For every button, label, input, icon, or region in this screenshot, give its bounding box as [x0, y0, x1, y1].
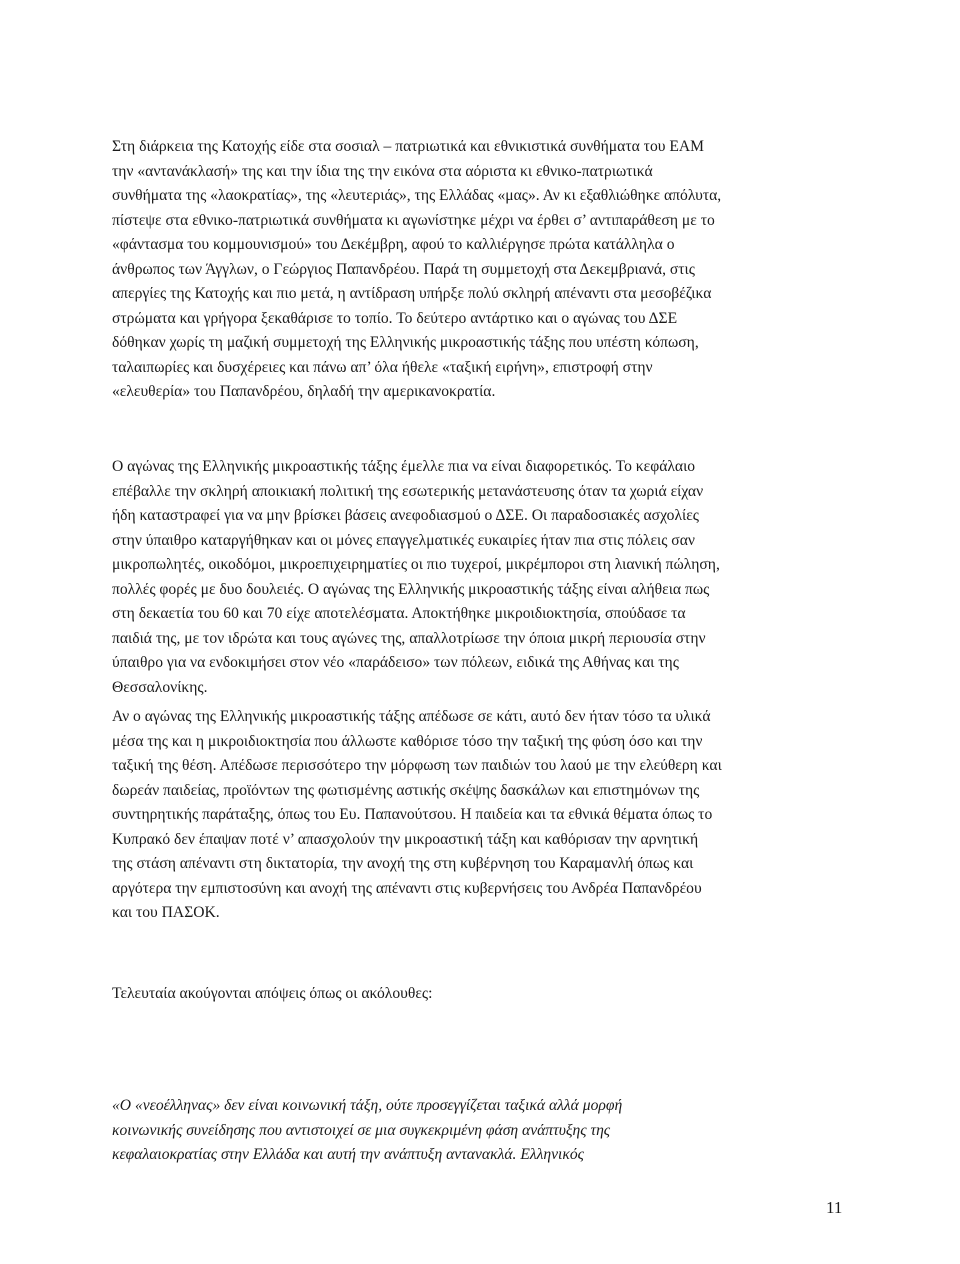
text-line: κεφαλαιοκρατίας στην Ελλάδα και αυτή την ανάπτυξη αντανακλά. Ελληνικός	[112, 1146, 584, 1163]
text-line: Αν ο αγώνας της Ελληνικής μικροαστικής τάξης απέδωσε σε κάτι, αυτό δεν ήταν τόσο τα υλικά	[112, 708, 711, 725]
text-line: «Ο «νεοέλληνας» δεν είναι κοινωνική τάξη, ούτε προσεγγίζεται ταξικά αλλά μορφή	[112, 1097, 623, 1114]
text-line: πίστεψε στα εθνικο-πατριωτικά συνθήματα κι αγωνίστηκε μέχρι να έρθει σ’ αντιπαράθεση με το	[112, 211, 715, 229]
text-line: στρώματα και γρήγορα ξεκαθάρισε το τοπίο. Το δεύτερο αντάρτικο και ο αγώνας του ΔΣΕ	[112, 309, 678, 327]
text-line: ύπαιθρο για να ενδοκιμήσει στον νέο «παράδεισο» των πόλεων, ειδικά της Αθήνας και της	[112, 654, 679, 671]
paragraph-occupation	[112, 135, 824, 405]
text-line: της στάση απέναντι στη δικτατορία, την ανοχή της στη κυβέρνηση του Καραμανλή όπως και	[112, 855, 694, 872]
text-line: στην ύπαιθρο καταργήθηκαν και οι μόνες επαγγελματικές ευκαιρίες ήταν πια στις πόλεις σαν	[112, 531, 695, 549]
paragraph-petty-bourgeois-struggle	[112, 455, 824, 700]
text-line: στη δεκαετία του 60 και 70 είχε αποτελέσματα. Αποκτήθηκε μικροιδιοκτησία, σπούδασε τα	[112, 605, 686, 622]
text-line: την «αντανάκλασή» της και την ίδια της την εικόνα στα αόριστα κι εθνικο-πατριωτικά	[112, 162, 653, 180]
text-line: συνθήματα της «λαοκρατίας», της «λευτεριάς», της Ελλάδας «μας». Αν κι εξαθλιώθηκε απόλυτα,	[112, 187, 722, 204]
text-line: πολλές φορές με δυο δουλειές. Ο αγώνας της Ελληνικής μικροαστικής τάξης είναι αλήθεια πως	[112, 580, 710, 598]
text-line: αργότερα την εμπιστοσύνη και ανοχή της απέναντι στις κυβερνήσεις του Ανδρέα Παπανδρέου	[112, 879, 702, 897]
text-line: Κυπρακό δεν έπαψαν ποτέ ν’ απασχολούν την μικροαστική τάξη και καθόρισαν την αρνητική	[112, 830, 699, 848]
text-line: παιδιά της, με τον ιδρώτα και τους αγώνες της, απαλλοτρίωσε την όποια μικρή περιουσία στην	[112, 629, 706, 647]
text-line: δόθηκαν χωρίς τη μαζική συμμετοχή της Ελληνικής μικροαστικής τάξης που υπέστη κόπωση,	[112, 334, 699, 351]
paragraph-education	[112, 705, 824, 926]
text-line: ταλαιπωρίες και δυσχέρειες και πάνω απ’ όλα ήθελε «ταξική ειρήνη», επιστροφή στην	[112, 358, 653, 376]
text-line: μέσα της και η μικροιδιοκτησία που άλλωστε καθόρισε τόσο την ταξική της φύση όσο και την	[112, 732, 703, 750]
text-line: ήδη καταστραφεί για να μην βρίσκει βάσεις ανεφοδιασμού ο ΔΣΕ. Οι παραδοσιακές ασχολίες	[112, 507, 699, 524]
text-line: άνθρωπος των Άγγλων, ο Γεώργιος Παπανδρέου. Παρά τη συμμετοχή στα Δεκεμβριανά, στις	[112, 260, 695, 278]
text-line: ταξική της θέση. Απέδωσε περισσότερο την μόρφωση των παιδιών του λαού με την ελεύθερη και	[112, 757, 722, 774]
text-line: Ο αγώνας της Ελληνικής μικροαστικής τάξης έμελλε πια να είναι διαφορετικός. Το κεφάλαιο	[112, 458, 696, 475]
text-line: Στη διάρκεια της Κατοχής είδε στα σοσιαλ – πατριωτικά και εθνικιστικά συνθήματα του ΕΑΜ	[112, 138, 705, 155]
text-line: κοινωνικής συνείδησης που αντιστοιχεί σε μια συγκεκριμένη φάση ανάπτυξης της	[112, 1121, 611, 1139]
text-line: επέβαλλε την σκληρή αποικιακή πολιτική της εσωτερικής μετανάστευσης όταν τα χωριά είχαν	[112, 482, 704, 500]
paragraph-intro-quote	[112, 982, 824, 1007]
text-line: «ελευθερία» του Παπανδρέου, δηλαδή την αμερικανοκρατία.	[112, 383, 496, 400]
page-number: 11	[826, 1198, 843, 1217]
text-line: απεργίες της Κατοχής και πιο μετά, η αντίδραση υπήρξε πολύ σκληρή απέναντι στα μεσοβέζικα	[112, 285, 712, 302]
text-line: δωρεάν παιδείας, προϊόντων της φωτισμένης αστικής σκέψης δασκάλων και επιστημόνων της	[112, 781, 700, 799]
text-line: «φάντασμα του κομμουνισμού» του Δεκέμβρη, αφού το καλλιέργησε πρώτα κατάλληλα ο	[112, 236, 675, 253]
text-line: και του ΠΑΣΟΚ.	[112, 904, 220, 921]
paragraph-quotation	[112, 1094, 824, 1168]
text-line: Θεσσαλονίκης.	[112, 678, 208, 696]
text-line: συντηρητικής παράταξης, όπως του Ευ. Παπανούτσου. Η παιδεία και τα εθνικά θέματα όπως το	[112, 806, 713, 823]
text-line: Τελευταία ακούγονται απόψεις όπως οι ακόλουθες:	[112, 985, 433, 1002]
text-line: μικροπωλητές, οικοδόμοι, μικροεπιχειρηματίες οι πιο τυχεροί, μικρέμποροι στη λιανική πώληση,	[112, 556, 720, 573]
